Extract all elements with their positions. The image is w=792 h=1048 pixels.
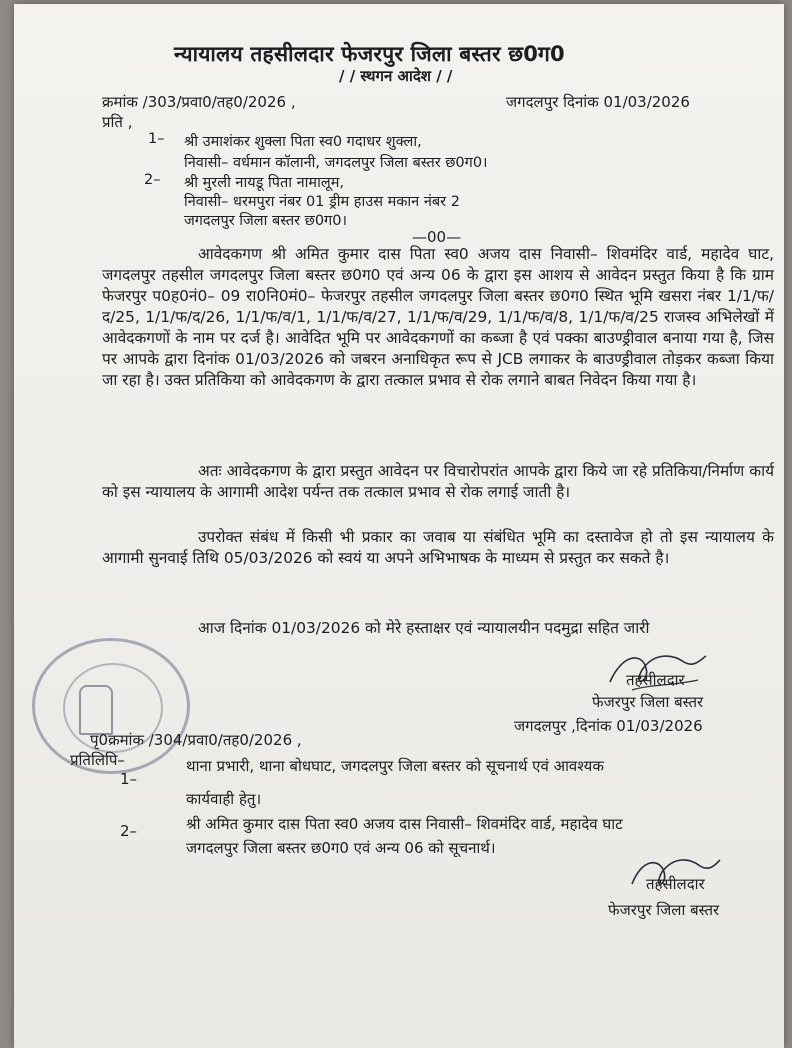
addressee-number: 1– xyxy=(148,131,165,147)
order-subtitle: / / स्थगन आदेश / / xyxy=(339,67,453,85)
copy-item-text: श्री अमित कुमार दास पिता स्व0 अजय दास निवासी– शिवमंदिर वार्ड, महादेव घाट xyxy=(186,815,623,833)
signatory-designation: तहसीलदार xyxy=(646,875,705,893)
court-title: न्यायालय तहसीलदार फेजरपुर जिला बस्तर छ0ग0 xyxy=(174,42,565,66)
copy-item-text: कार्यवाही हेतु। xyxy=(186,790,262,808)
signatory-office: फेजरपुर जिला बस्तर xyxy=(608,901,720,919)
signatory-office: फेजरपुर जिला बस्तर xyxy=(592,693,704,711)
section-divider: —00— xyxy=(412,228,462,246)
emblem-icon xyxy=(79,685,113,735)
copy-item-text: जगदलपुर जिला बस्तर छ0ग0 एवं अन्य 06 को सूचनार्थ। xyxy=(186,839,496,857)
body-paragraph-1: आवेदकगण श्री अमित कुमार दास पिता स्व0 अजय दास निवासी– शिवमंदिर वार्ड, महादेव घाट, जगदलपुर तहसील जगदलपुर जिला बस्तर छ0ग0 एवं अन्य 06 के द्वारा इस आशय से आवेदन प्रस्तुत किया है कि ग्राम फेजरपुर प0ह0नं0– 09 रा0नि0मं0– फेजरपुर तहसील जगदलपुर जिला बस्तर छ0ग0 स्थित भूमि खसरा नंबर 1/1/फ/द/25, 1/1/फ/द/26, 1/1/फ/व/1, 1/1/फ/व/27, 1/1/फ/व/29, 1/1/फ/व/8, 1/1/फ/व/25 राजस्व अभिलेखों में आवेदकगणों के नाम पर दर्ज है। आवेदित भूमि पर आवेदकगणों का कब्जा है एवं पक्का बाउण्ड्रीवाल बनाया गया है, जिस पर आपके द्वारा दिनांक 01/03/2026 को जबरन अनाधिकृत रूप से JCB लगाकर के बाउण्ड्रीवाल तोड़कर कब्जा किया जा रहा है। उक्त प्रतिकिया को आवेदकगण के द्वारा तत्काल प्रभाव से रोक लगाने बाबत निवेदन किया गया है। xyxy=(102,245,774,389)
copy-reference-number: पृ0क्रमांक /304/प्रवा0/तह0/2026 , xyxy=(90,731,302,749)
copy-to-label: प्रतिलिपि– xyxy=(70,751,125,769)
reference-number: क्रमांक /303/प्रवा0/तह0/2026 , xyxy=(102,93,296,111)
issue-date: जगदलपुर दिनांक 01/03/2026 xyxy=(506,93,690,111)
copy-item-text: थाना प्रभारी, थाना बोधघाट, जगदलपुर जिला बस्तर को सूचनार्थ एवं आवश्यक xyxy=(186,757,604,775)
signatory-designation: तहसीलदार xyxy=(626,671,685,689)
addressee-address: जगदलपुर जिला बस्तर छ0ग0। xyxy=(184,213,347,229)
document-page xyxy=(14,4,784,1048)
copy-item-number: 1– xyxy=(120,770,138,788)
addressee-address: निवासी– वर्धमान कॉलानी, जगदलपुर जिला बस्तर छ0ग0। xyxy=(184,155,488,171)
body-paragraph-2: अतः आवेदकगण के द्वारा प्रस्तुत आवेदन पर विचारोपरांत आपके द्वारा किये जा रहे प्रतिकिया/निर्माण कार्य को इस न्यायालय के आगामी आदेश पर्यन्त तक तत्काल प्रभाव से रोक लगाई जाती है। xyxy=(102,462,774,501)
addressee-name: श्री उमाशंकर शुक्ला पिता स्व0 गदाधर शुक्ला, xyxy=(184,134,422,150)
body-paragraph-4: आज दिनांक 01/03/2026 को मेरे हस्ताक्षर एवं न्यायालयीन पदमुद्रा सहित जारी xyxy=(198,619,650,637)
body-paragraph-3: उपरोक्त संबंध में किसी भी प्रकार का जवाब या संबंधित भूमि का दस्तावेज हो तो इस न्यायालय के आगामी सुनवाई तिथि 05/03/2026 को स्वयं या अपने अभिभाषक के माध्यम से प्रस्तुत कर सकते है। xyxy=(102,528,774,567)
prati-label: प्रति , xyxy=(102,113,133,131)
copy-item-number: 2– xyxy=(120,822,138,840)
addressee-number: 2– xyxy=(144,172,161,188)
addressee-name: श्री मुरली नायडू पिता नामालूम, xyxy=(184,175,344,191)
signature-place-date: जगदलपुर ,दिनांक 01/03/2026 xyxy=(514,717,703,735)
addressee-address: निवासी– धरमपुरा नंबर 01 ड्रीम हाउस मकान नंबर 2 xyxy=(184,194,460,210)
